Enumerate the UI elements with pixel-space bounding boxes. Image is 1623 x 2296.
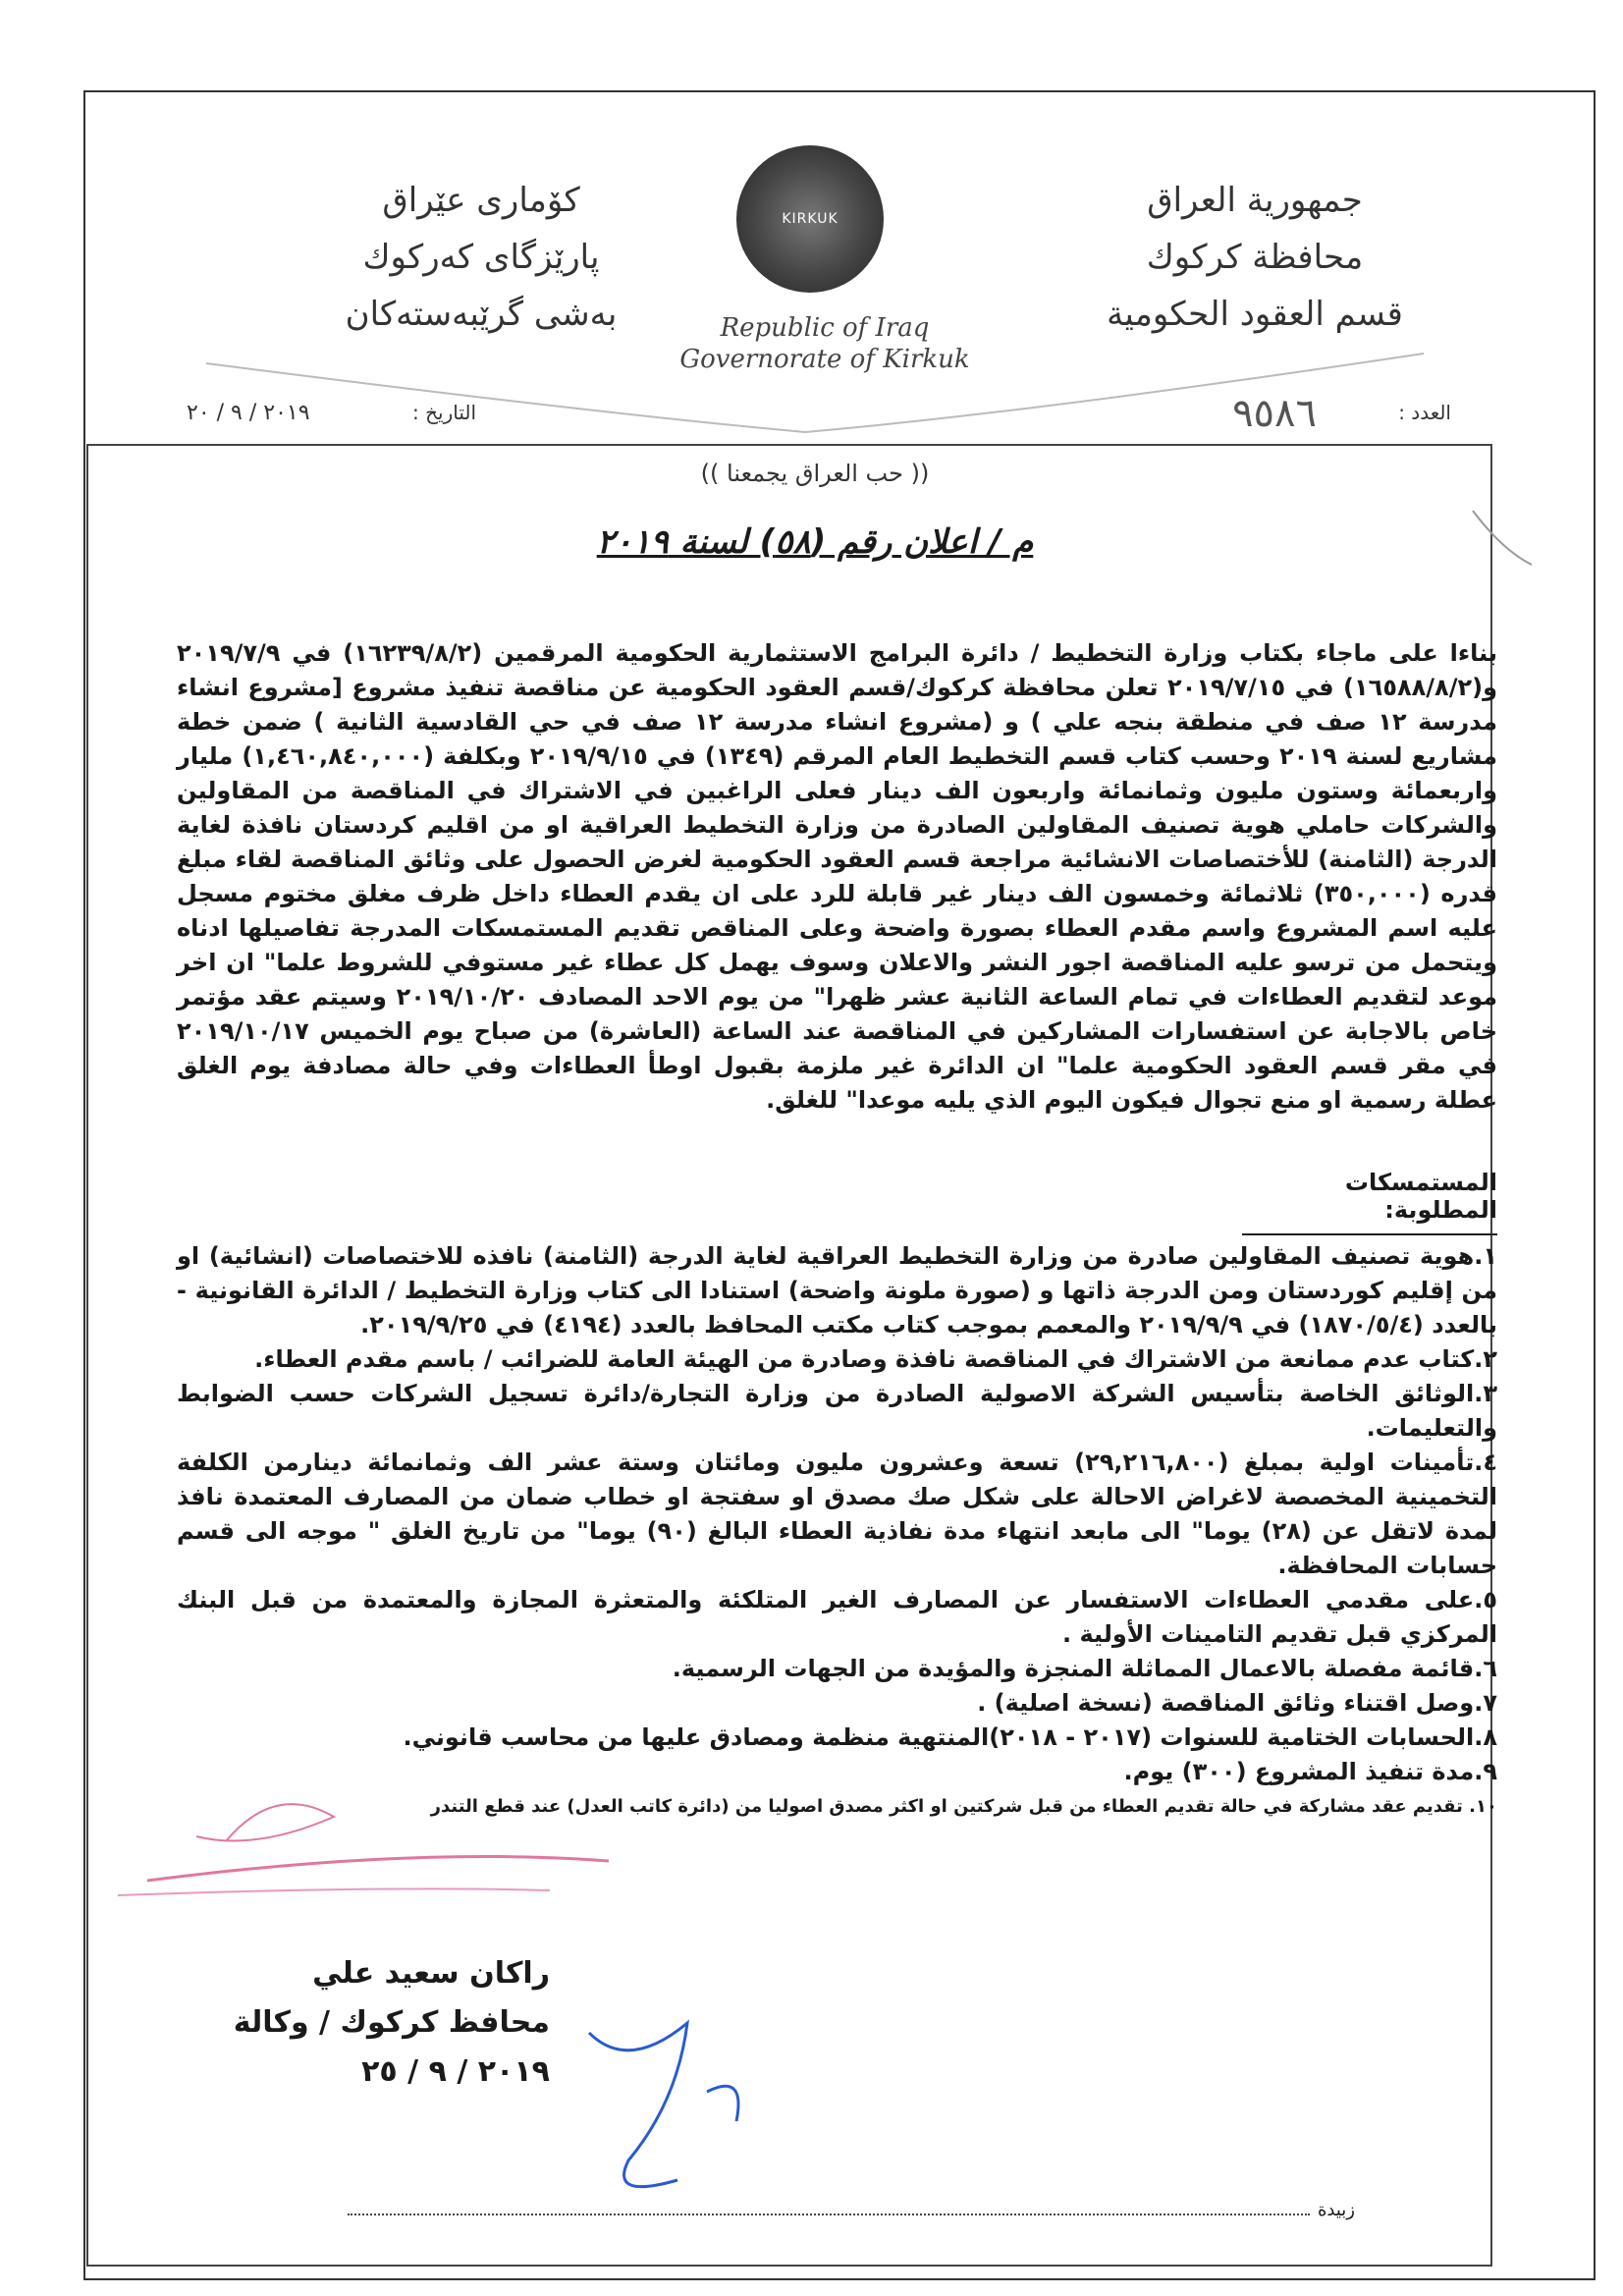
emblem-caption-line2: Governorate of Kirkuk — [679, 345, 970, 374]
signature-date: ٢٠١٩ / ٩ / ٢٥ — [361, 2054, 550, 2089]
footer-dotted-line — [348, 2200, 1310, 2215]
emblem-caption — [668, 312, 982, 375]
requirement-item: ٧.وصل اقتناء وثائق المناقصة (نسخة اصلية) . — [977, 1689, 1497, 1717]
requirement-item: ٨.الحسابات الختامية للسنوات (٢٠١٧ - ٢٠١٨)المنتهية منظمة ومصادق عليها من محاسب قانوني. — [403, 1723, 1497, 1751]
requirements-heading: المستمسكات المطلوبة: — [1242, 1169, 1497, 1235]
announcement-title: م / اعلان رقم (٥٨) لسنة ٢٠١٩ — [596, 522, 1034, 562]
header-arabic-line2: محافظة كركوك — [1146, 238, 1364, 277]
number-value: ٩٥٨٦ — [1232, 391, 1317, 436]
requirement-item: ٤.تأمينات اولية بمبلغ (٢٩,٢١٦,٨٠٠) تسعة وعشرون مليون ومائتان وستة عشر الف وثمانمائة دينارمن الكلفة التخمينية المخصصة لاغراض الاحالة على شكل صك مصدق او سفتجة او خطاب ضمان من المصارف المعتمدة نافذ لمدة لاتقل عن (٢٨) يوما" الى مابعد انتهاء مدة نفاذية العطاء البالغ (٩٠) يوما" من تاريخ الغلق " موجه الى قسم حسابات المحافظة. — [177, 1449, 1497, 1579]
footer-label: زبيدة — [1317, 2200, 1355, 2220]
emblem-label: KIRKUK — [782, 211, 839, 227]
number-label: العدد : — [1398, 401, 1451, 424]
requirement-item: ٥.على مقدمي العطاءات الاستفسار عن المصارف الغير المتلكئة والمتعثرة المجازة والمعتمدة من قبل البنك المركزي قبل تقديم التامينات الأولية . — [177, 1586, 1497, 1648]
header-arabic-line1: جمهورية العراق — [1147, 181, 1363, 220]
footer-line — [334, 2200, 1355, 2220]
date-value: ٢٠١٩ / ٩ / ٢٠ — [187, 401, 310, 425]
requirements-list — [177, 1239, 1497, 1824]
slogan: (( حب العراق يجمعنا )) — [700, 460, 930, 487]
requirement-item: ٣.الوثائق الخاصة بتأسيس الشركة الاصولية الصادرة من وزارة التجارة/دائرة تسجيل الشركات حسب الضوابط والتعليمات. — [177, 1380, 1497, 1442]
signatory-role: محافظ كركوك / وكالة — [233, 2005, 550, 2040]
signatory-name: راكان سعيد علي — [312, 1956, 550, 1991]
emblem-caption-line1: Republic of Iraq — [720, 313, 930, 343]
header-kurdish-line2: پارێزگای كەركوك — [362, 238, 600, 277]
announcement-body: بناءا على ماجاء بكتاب وزارة التخطيط / دائرة البرامج الاستثمارية الحكومية المرقمين (١٦٢٣٩/٨/٢) في ٢٠١٩/٧/٩ و(١٦٥٨٨/٨/٢) في ٢٠١٩/٧/١٥ تعلن محافظة كركوك/قسم العقود الحكومية عن مناقصة تنفيذ مشروع [مشروع انشاء مدرسة ١٢ صف في منطقة بنجه علي ) و (مشروع انشاء مدرسة ١٢ صف في حي القادسية الثانية ) ضمن خطة مشاريع لسنة ٢٠١٩ وحسب كتاب قسم التخطيط العام المرقم (١٣٤٩) في ٢٠١٩/٩/١٥ وبكلفة (١,٤٦٠,٨٤٠,٠٠٠) مليار واربعمائة وستون مليون وثمانمائة واربعون الف دينار فعلى الراغبين في الاشتراك في المناقصة من المقاولين والشركات حاملي هوية تصنيف المقاولين الصادرة من وزارة التخطيط العراقية او من اقليم كردستان نافذة لغاية الدرجة (الثامنة) للأختصاصات الانشائية مراجعة قسم العقود الحكومية لغرض الحصول على وثائق المناقصة لقاء مبلغ قدره (٣٥٠,٠٠٠) ثلاثمائة وخمسون الف دينار غير قابلة للرد على ان يقدم العطاء داخل ظرف مغلق مختوم مسجل عليه اسم المشروع واسم مقدم العطاء بصورة واضحة وعلى المناقص تقديم المستمسكات المدرجة تفاصيلها ادناه ويتحمل من ترسو عليه المناقصة اجور النشر والاعلان وسوف يهمل كل عطاء غير مستوفي للشروط علما" ان اخر موعد لتقديم العطاءات في تمام الساعة الثانية عشر ظهرا" من يوم الاحد المصادف ٢٠١٩/١٠/٢٠ وسيتم عقد مؤتمر خاص بالاجابة عن استفسارات المشاركين في المناقصة عند الساعة (العاشرة) من صباح يوم الخميس ٢٠١٩/١٠/١٧ في مقر قسم العقود الحكومية علما" ان الدائرة غير ملزمة بقبول اوطأ العطاءات وفي حالة مصادفة يوم الغلق عطلة رسمية او منع تجوال فيكون اليوم الذي يليه موعدا" للغلق. — [177, 639, 1498, 1114]
header-kurdish — [265, 172, 697, 343]
requirement-item: ١.هوية تصنيف المقاولين صادرة من وزارة التخطيط العراقية لغاية الدرجة (الثامنة) نافذه للاختصاصات (انشائية) او من إقليم كوردستان ومن الدرجة ذاتها و (صورة ملونة واضحة) استنادا الى كتاب وزارة التخطيط / الدائرة القانونية - بالعدد (١٨٧٠/٥/٤) في ٢٠١٩/٩/٩ والمعمم بموجب كتاب مكتب المحافظ بالعدد (٤١٩٤) في ٢٠١٩/٩/٢٥. — [177, 1242, 1497, 1339]
header-kurdish-line3: بەشی گرێبەستەكان — [345, 295, 618, 334]
signature-block — [177, 1949, 550, 2097]
header-arabic — [1039, 172, 1471, 343]
date-label: التاريخ : — [412, 401, 477, 424]
header-arabic-line3: قسم العقود الحكومية — [1107, 295, 1403, 334]
requirement-item: ٢.كتاب عدم ممانعة من الاشتراك في المناقصة نافذة وصادرة من الهيئة العامة للضرائب / باسم مقدم العطاء. — [254, 1345, 1497, 1373]
header-kurdish-line1: كۆماری عێراق — [382, 181, 580, 220]
requirement-item: ٦.قائمة مفصلة بالاعمال المماثلة المنجزة والمؤيدة من الجهات الرسمية. — [672, 1655, 1497, 1682]
requirement-item: ١٠. تقديم عقد مشاركة في حالة تقديم العطاء من قبل شركتين او اكثر مصدق اصوليا من (دائرة كاتب العدل) عند قطع التندر — [430, 1796, 1497, 1817]
requirement-item: ٩.مدة تنفيذ المشروع (٣٠٠) يوم. — [1123, 1758, 1497, 1785]
